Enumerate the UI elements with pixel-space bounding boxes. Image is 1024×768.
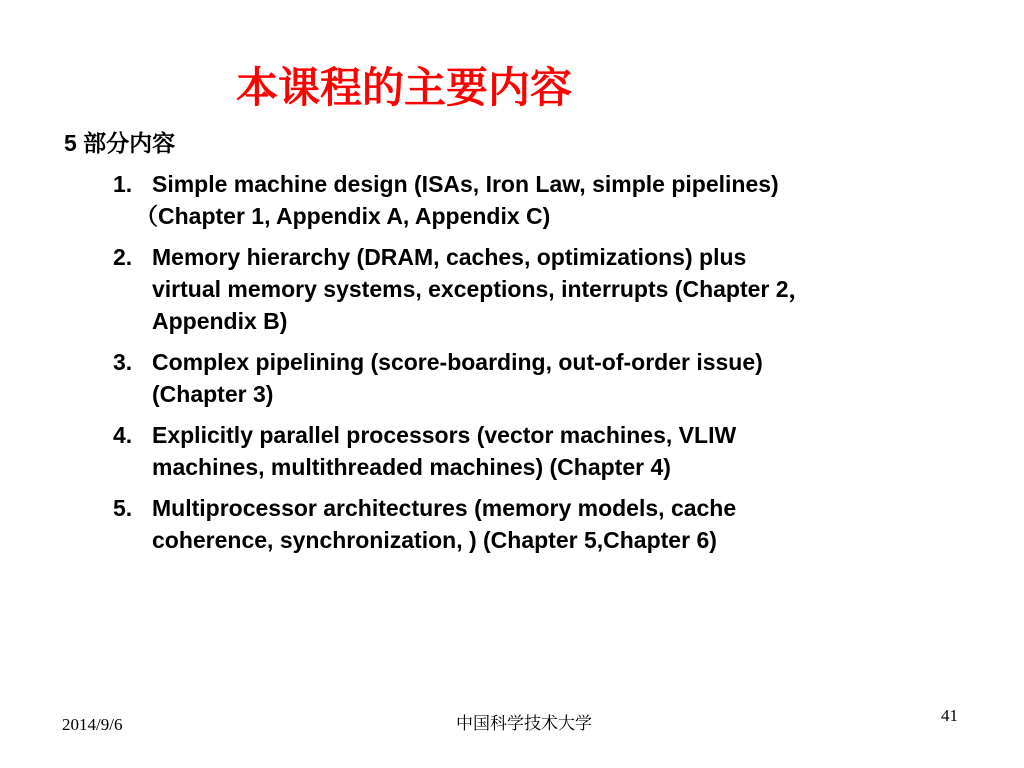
item-line: Memory hierarchy (DRAM, caches, optimizations) plus bbox=[152, 244, 747, 270]
item-line: machines, multithreaded machines) (Chapter 4) bbox=[152, 454, 671, 480]
item-number: 2. bbox=[113, 244, 133, 270]
list-item bbox=[113, 492, 993, 556]
item-line: Simple machine design (ISAs, Iron Law, simple pipelines) bbox=[152, 171, 779, 197]
content-list bbox=[113, 168, 993, 565]
item-number: 1. bbox=[113, 171, 133, 197]
list-item bbox=[113, 419, 993, 483]
item-number: 5. bbox=[113, 495, 133, 521]
item-line: (Chapter 3) bbox=[152, 381, 274, 407]
item-line: coherence, synchronization, ) (Chapter 5,Chapter 6) bbox=[152, 527, 717, 553]
list-item bbox=[113, 168, 993, 232]
item-line: Appendix B) bbox=[152, 308, 288, 334]
footer-institution: 中国科学技术大学 bbox=[456, 714, 592, 734]
footer-date: 2014/9/6 bbox=[62, 715, 123, 734]
slide-title: 本课程的主要内容 bbox=[236, 64, 573, 111]
intro-heading: 5 部分内容 bbox=[64, 130, 176, 156]
item-line: Multiprocessor architectures (memory models, cache bbox=[152, 495, 737, 521]
item-line: Complex pipelining (score-boarding, out-of-order issue) bbox=[152, 349, 763, 375]
item-number: 4. bbox=[113, 422, 133, 448]
page-number: 41 bbox=[941, 706, 958, 725]
item-line: virtual memory systems, exceptions, interrupts (Chapter 2， bbox=[152, 276, 812, 302]
list-item bbox=[113, 241, 993, 337]
item-number: 3. bbox=[113, 349, 133, 375]
list-item bbox=[113, 346, 993, 410]
item-line: Explicitly parallel processors (vector machines, VLIW bbox=[152, 422, 737, 448]
item-line: （Chapter 1, Appendix A, Appendix C) bbox=[135, 203, 551, 229]
